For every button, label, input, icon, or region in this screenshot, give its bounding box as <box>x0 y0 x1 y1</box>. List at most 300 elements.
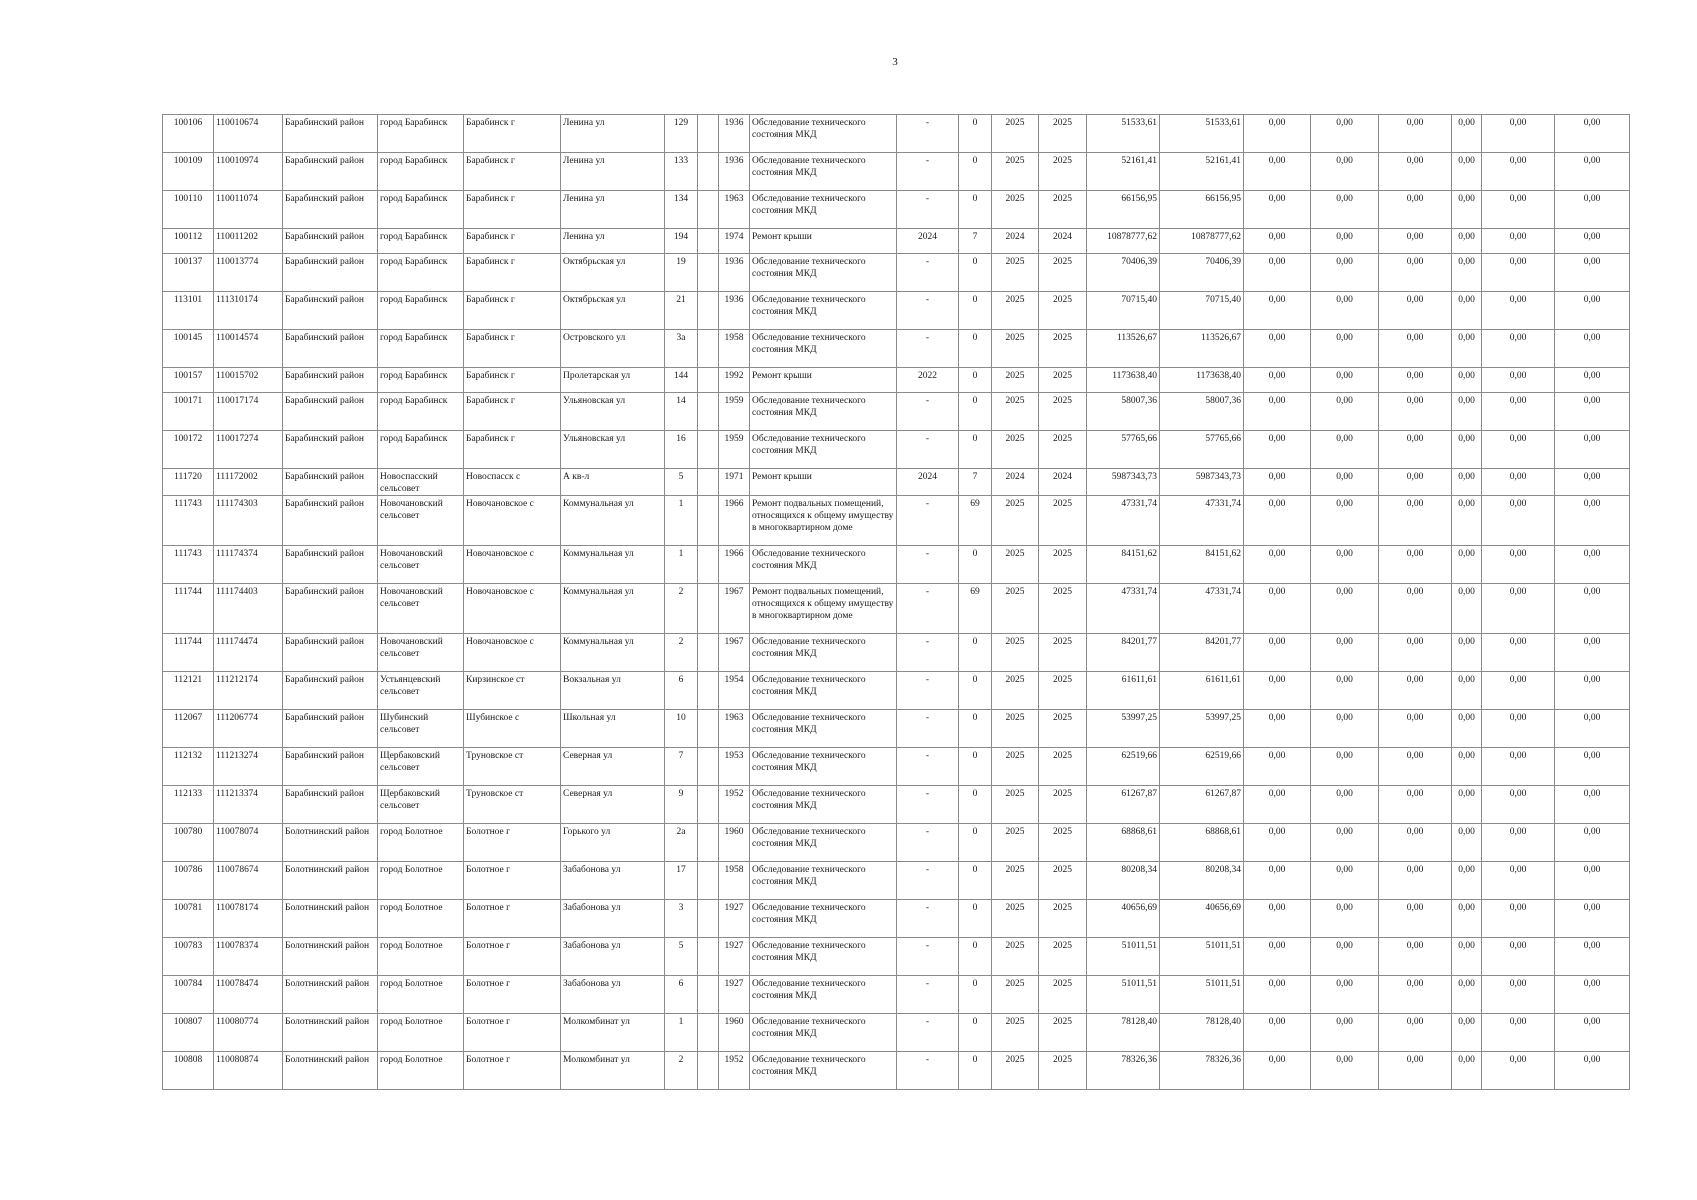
cell-cost-total: 47331,74 <box>1087 584 1160 634</box>
cell-v2: 0,00 <box>1311 584 1379 634</box>
cell-work: Обследование технического состояния МКД <box>750 634 897 672</box>
cell-district: Болотнинский район <box>283 862 378 900</box>
cell-street: Забабонова ул <box>561 862 665 900</box>
cell-code: 110010974 <box>214 153 283 191</box>
cell-v3: 0,00 <box>1379 393 1452 431</box>
cell-v6: 0,00 <box>1555 1052 1630 1090</box>
cell-lifetime: 69 <box>959 496 992 546</box>
cell-code: 111172002 <box>214 469 283 496</box>
cell-house: 133 <box>665 153 698 191</box>
cell-id: 112121 <box>163 672 214 710</box>
cell-cost-fund: 66156,95 <box>1160 191 1244 229</box>
cell-lifetime: 0 <box>959 634 992 672</box>
cell-settlement: Барабинск г <box>464 153 561 191</box>
cell-cost-fund: 78326,36 <box>1160 1052 1244 1090</box>
cell-prev-year: - <box>897 938 959 976</box>
cell-v1: 0,00 <box>1244 1052 1311 1090</box>
cell-lifetime: 0 <box>959 862 992 900</box>
cell-lifetime: 0 <box>959 546 992 584</box>
cell-work: Обследование технического состояния МКД <box>750 393 897 431</box>
cell-v2: 0,00 <box>1311 229 1379 254</box>
cell-v1: 0,00 <box>1244 153 1311 191</box>
cell-v6: 0,00 <box>1555 254 1630 292</box>
cell-municipality: Новоспасский сельсовет <box>378 469 464 496</box>
cell-v2: 0,00 <box>1311 431 1379 469</box>
cell-work: Ремонт подвальных помещений, относящихся к общему имуществу в многоквартирном доме <box>750 584 897 634</box>
cell-code: 110015702 <box>214 368 283 393</box>
cell-street: Ленина ул <box>561 191 665 229</box>
cell-work: Обследование технического состояния МКД <box>750 748 897 786</box>
cell-street: Коммунальная ул <box>561 634 665 672</box>
cell-plan-end: 2025 <box>1039 672 1087 710</box>
cell-house: 1 <box>665 546 698 584</box>
cell-v3: 0,00 <box>1379 115 1452 153</box>
cell-plan-start: 2025 <box>992 786 1039 824</box>
cell-settlement: Барабинск г <box>464 292 561 330</box>
cell-street: Вокзальная ул <box>561 672 665 710</box>
cell-lifetime: 0 <box>959 115 992 153</box>
cell-work: Обследование технического состояния МКД <box>750 900 897 938</box>
cell-plan-start: 2025 <box>992 824 1039 862</box>
cell-extra <box>698 862 719 900</box>
cell-v6: 0,00 <box>1555 862 1630 900</box>
cell-district: Болотнинский район <box>283 824 378 862</box>
cell-street: Ленина ул <box>561 229 665 254</box>
table-row <box>163 824 1630 862</box>
cell-work: Обследование технического состояния МКД <box>750 254 897 292</box>
cell-extra <box>698 153 719 191</box>
cell-v6: 0,00 <box>1555 368 1630 393</box>
cell-plan-start: 2025 <box>992 153 1039 191</box>
cell-v2: 0,00 <box>1311 115 1379 153</box>
cell-work: Ремонт крыши <box>750 229 897 254</box>
cell-plan-start: 2025 <box>992 862 1039 900</box>
cell-district: Барабинский район <box>283 191 378 229</box>
cell-v4: 0,00 <box>1452 786 1482 824</box>
cell-cost-total: 51011,51 <box>1087 976 1160 1014</box>
cell-municipality: город Барабинск <box>378 153 464 191</box>
cell-lifetime: 0 <box>959 1014 992 1052</box>
cell-id: 111744 <box>163 584 214 634</box>
cell-id: 100783 <box>163 938 214 976</box>
cell-v3: 0,00 <box>1379 229 1452 254</box>
cell-v3: 0,00 <box>1379 254 1452 292</box>
cell-v2: 0,00 <box>1311 292 1379 330</box>
cell-v3: 0,00 <box>1379 748 1452 786</box>
cell-extra <box>698 229 719 254</box>
cell-work: Обследование технического состояния МКД <box>750 330 897 368</box>
cell-extra <box>698 672 719 710</box>
cell-plan-end: 2025 <box>1039 431 1087 469</box>
cell-street: Забабонова ул <box>561 938 665 976</box>
cell-lifetime: 0 <box>959 191 992 229</box>
cell-district: Барабинский район <box>283 469 378 496</box>
cell-extra <box>698 710 719 748</box>
cell-v4: 0,00 <box>1452 900 1482 938</box>
cell-year: 1927 <box>719 976 750 1014</box>
cell-house: 3а <box>665 330 698 368</box>
table-row <box>163 584 1630 634</box>
cell-cost-fund: 113526,67 <box>1160 330 1244 368</box>
cell-v5: 0,00 <box>1482 431 1555 469</box>
cell-street: Молкомбинат ул <box>561 1014 665 1052</box>
cell-v5: 0,00 <box>1482 938 1555 976</box>
table-body <box>163 115 1630 1090</box>
cell-cost-fund: 5987343,73 <box>1160 469 1244 496</box>
cell-plan-end: 2025 <box>1039 191 1087 229</box>
cell-plan-start: 2025 <box>992 292 1039 330</box>
cell-lifetime: 7 <box>959 469 992 496</box>
cell-work: Обследование технического состояния МКД <box>750 431 897 469</box>
cell-settlement: Кирзинское ст <box>464 672 561 710</box>
cell-v4: 0,00 <box>1452 368 1482 393</box>
cell-v5: 0,00 <box>1482 900 1555 938</box>
table-row <box>163 900 1630 938</box>
cell-street: Северная ул <box>561 748 665 786</box>
cell-prev-year: - <box>897 254 959 292</box>
cell-v4: 0,00 <box>1452 191 1482 229</box>
cell-v1: 0,00 <box>1244 292 1311 330</box>
cell-code: 110078174 <box>214 900 283 938</box>
cell-code: 111213274 <box>214 748 283 786</box>
cell-plan-end: 2025 <box>1039 1014 1087 1052</box>
cell-v4: 0,00 <box>1452 672 1482 710</box>
cell-house: 144 <box>665 368 698 393</box>
cell-v1: 0,00 <box>1244 330 1311 368</box>
cell-municipality: Новочановский сельсовет <box>378 546 464 584</box>
cell-code: 111212174 <box>214 672 283 710</box>
cell-v3: 0,00 <box>1379 1052 1452 1090</box>
cell-v3: 0,00 <box>1379 330 1452 368</box>
cell-year: 1959 <box>719 393 750 431</box>
cell-v6: 0,00 <box>1555 546 1630 584</box>
cell-plan-end: 2025 <box>1039 938 1087 976</box>
cell-cost-total: 62519,66 <box>1087 748 1160 786</box>
cell-plan-start: 2025 <box>992 900 1039 938</box>
cell-id: 112133 <box>163 786 214 824</box>
cell-district: Барабинский район <box>283 292 378 330</box>
cell-id: 100784 <box>163 976 214 1014</box>
cell-code: 111206774 <box>214 710 283 748</box>
cell-cost-total: 84151,62 <box>1087 546 1160 584</box>
cell-extra <box>698 191 719 229</box>
cell-plan-end: 2025 <box>1039 900 1087 938</box>
cell-lifetime: 0 <box>959 786 992 824</box>
cell-year: 1967 <box>719 584 750 634</box>
cell-year: 1936 <box>719 115 750 153</box>
cell-street: А кв-л <box>561 469 665 496</box>
cell-municipality: город Болотное <box>378 938 464 976</box>
cell-work: Обследование технического состояния МКД <box>750 115 897 153</box>
cell-cost-total: 10878777,62 <box>1087 229 1160 254</box>
cell-v3: 0,00 <box>1379 938 1452 976</box>
cell-year: 1936 <box>719 153 750 191</box>
cell-district: Барабинский район <box>283 546 378 584</box>
cell-lifetime: 0 <box>959 153 992 191</box>
table-row <box>163 862 1630 900</box>
cell-municipality: город Барабинск <box>378 254 464 292</box>
cell-prev-year: - <box>897 292 959 330</box>
cell-v1: 0,00 <box>1244 672 1311 710</box>
cell-v3: 0,00 <box>1379 153 1452 191</box>
cell-municipality: Щербаковский сельсовет <box>378 786 464 824</box>
cell-district: Барабинский район <box>283 584 378 634</box>
cell-prev-year: - <box>897 1052 959 1090</box>
cell-v1: 0,00 <box>1244 368 1311 393</box>
cell-house: 5 <box>665 938 698 976</box>
cell-district: Болотнинский район <box>283 1014 378 1052</box>
cell-v4: 0,00 <box>1452 862 1482 900</box>
cell-prev-year: - <box>897 900 959 938</box>
cell-extra <box>698 496 719 546</box>
cell-v4: 0,00 <box>1452 292 1482 330</box>
cell-extra <box>698 115 719 153</box>
cell-cost-fund: 78128,40 <box>1160 1014 1244 1052</box>
cell-prev-year: - <box>897 115 959 153</box>
cell-v5: 0,00 <box>1482 748 1555 786</box>
cell-district: Барабинский район <box>283 672 378 710</box>
cell-prev-year: - <box>897 191 959 229</box>
cell-street: Ульяновская ул <box>561 393 665 431</box>
cell-v5: 0,00 <box>1482 393 1555 431</box>
cell-prev-year: - <box>897 330 959 368</box>
cell-code: 111213374 <box>214 786 283 824</box>
cell-code: 110014574 <box>214 330 283 368</box>
cell-id: 100157 <box>163 368 214 393</box>
cell-house: 14 <box>665 393 698 431</box>
cell-street: Северная ул <box>561 786 665 824</box>
cell-lifetime: 0 <box>959 431 992 469</box>
cell-prev-year: - <box>897 748 959 786</box>
cell-house: 5 <box>665 469 698 496</box>
cell-v1: 0,00 <box>1244 115 1311 153</box>
cell-street: Забабонова ул <box>561 976 665 1014</box>
cell-v2: 0,00 <box>1311 1052 1379 1090</box>
cell-work: Обследование технического состояния МКД <box>750 1014 897 1052</box>
cell-v5: 0,00 <box>1482 862 1555 900</box>
cell-id: 111720 <box>163 469 214 496</box>
table-row <box>163 710 1630 748</box>
table-row <box>163 748 1630 786</box>
cell-work: Обследование технического состояния МКД <box>750 672 897 710</box>
cell-settlement: Барабинск г <box>464 431 561 469</box>
cell-v3: 0,00 <box>1379 824 1452 862</box>
cell-code: 111310174 <box>214 292 283 330</box>
cell-lifetime: 0 <box>959 368 992 393</box>
cell-v4: 0,00 <box>1452 710 1482 748</box>
cell-street: Забабонова ул <box>561 900 665 938</box>
cell-house: 3 <box>665 900 698 938</box>
cell-cost-total: 52161,41 <box>1087 153 1160 191</box>
cell-prev-year: - <box>897 546 959 584</box>
cell-cost-fund: 70715,40 <box>1160 292 1244 330</box>
cell-plan-end: 2025 <box>1039 292 1087 330</box>
cell-prev-year: - <box>897 584 959 634</box>
cell-code: 111174374 <box>214 546 283 584</box>
cell-v4: 0,00 <box>1452 254 1482 292</box>
cell-year: 1958 <box>719 330 750 368</box>
cell-v3: 0,00 <box>1379 191 1452 229</box>
cell-work: Ремонт подвальных помещений, относящихся к общему имуществу в многоквартирном доме <box>750 496 897 546</box>
cell-cost-fund: 1173638,40 <box>1160 368 1244 393</box>
cell-year: 1960 <box>719 824 750 862</box>
cell-v2: 0,00 <box>1311 254 1379 292</box>
cell-plan-end: 2025 <box>1039 976 1087 1014</box>
cell-v2: 0,00 <box>1311 862 1379 900</box>
cell-v1: 0,00 <box>1244 900 1311 938</box>
cell-id: 100780 <box>163 824 214 862</box>
cell-settlement: Болотное г <box>464 938 561 976</box>
cell-lifetime: 0 <box>959 976 992 1014</box>
cell-plan-start: 2025 <box>992 584 1039 634</box>
cell-plan-start: 2025 <box>992 634 1039 672</box>
table-row <box>163 153 1630 191</box>
cell-extra <box>698 330 719 368</box>
table-row <box>163 191 1630 229</box>
table-row <box>163 786 1630 824</box>
cell-v4: 0,00 <box>1452 584 1482 634</box>
cell-settlement: Болотное г <box>464 900 561 938</box>
cell-lifetime: 69 <box>959 584 992 634</box>
cell-cost-fund: 61267,87 <box>1160 786 1244 824</box>
cell-v2: 0,00 <box>1311 938 1379 976</box>
cell-year: 1974 <box>719 229 750 254</box>
cell-plan-end: 2025 <box>1039 862 1087 900</box>
cell-lifetime: 0 <box>959 824 992 862</box>
cell-house: 1 <box>665 1014 698 1052</box>
cell-v4: 0,00 <box>1452 748 1482 786</box>
cell-municipality: Устьянцевский сельсовет <box>378 672 464 710</box>
cell-v1: 0,00 <box>1244 824 1311 862</box>
cell-settlement: Барабинск г <box>464 191 561 229</box>
table-row <box>163 1052 1630 1090</box>
cell-id: 100807 <box>163 1014 214 1052</box>
cell-id: 100110 <box>163 191 214 229</box>
cell-lifetime: 0 <box>959 393 992 431</box>
cell-settlement: Болотное г <box>464 1052 561 1090</box>
cell-settlement: Барабинск г <box>464 368 561 393</box>
cell-street: Октябрьская ул <box>561 292 665 330</box>
cell-district: Барабинский район <box>283 786 378 824</box>
cell-cost-fund: 52161,41 <box>1160 153 1244 191</box>
cell-cost-fund: 51011,51 <box>1160 976 1244 1014</box>
cell-work: Обследование технического состояния МКД <box>750 786 897 824</box>
table-row <box>163 431 1630 469</box>
cell-plan-end: 2025 <box>1039 748 1087 786</box>
cell-v3: 0,00 <box>1379 672 1452 710</box>
cell-v5: 0,00 <box>1482 546 1555 584</box>
cell-v1: 0,00 <box>1244 254 1311 292</box>
cell-code: 111174303 <box>214 496 283 546</box>
cell-v2: 0,00 <box>1311 368 1379 393</box>
cell-v2: 0,00 <box>1311 672 1379 710</box>
cell-v4: 0,00 <box>1452 546 1482 584</box>
cell-work: Обследование технического состояния МКД <box>750 153 897 191</box>
cell-prev-year: - <box>897 1014 959 1052</box>
cell-v5: 0,00 <box>1482 229 1555 254</box>
cell-prev-year: 2022 <box>897 368 959 393</box>
cell-prev-year: - <box>897 976 959 1014</box>
cell-extra <box>698 824 719 862</box>
cell-v2: 0,00 <box>1311 1014 1379 1052</box>
cell-code: 110011074 <box>214 191 283 229</box>
cell-id: 100145 <box>163 330 214 368</box>
cell-house: 21 <box>665 292 698 330</box>
cell-v4: 0,00 <box>1452 938 1482 976</box>
cell-v5: 0,00 <box>1482 976 1555 1014</box>
cell-extra <box>698 976 719 1014</box>
cell-lifetime: 0 <box>959 938 992 976</box>
cell-v6: 0,00 <box>1555 191 1630 229</box>
table-row <box>163 115 1630 153</box>
cell-v1: 0,00 <box>1244 229 1311 254</box>
cell-cost-fund: 10878777,62 <box>1160 229 1244 254</box>
cell-v2: 0,00 <box>1311 496 1379 546</box>
cell-extra <box>698 292 719 330</box>
cell-v5: 0,00 <box>1482 254 1555 292</box>
cell-code: 111174403 <box>214 584 283 634</box>
cell-year: 1952 <box>719 1052 750 1090</box>
cell-settlement: Барабинск г <box>464 330 561 368</box>
cell-cost-total: 61267,87 <box>1087 786 1160 824</box>
cell-year: 1958 <box>719 862 750 900</box>
cell-extra <box>698 634 719 672</box>
cell-v1: 0,00 <box>1244 976 1311 1014</box>
cell-work: Ремонт крыши <box>750 469 897 496</box>
cell-cost-fund: 40656,69 <box>1160 900 1244 938</box>
cell-plan-end: 2025 <box>1039 546 1087 584</box>
cell-house: 2 <box>665 584 698 634</box>
cell-settlement: Труновское ст <box>464 786 561 824</box>
cell-code: 110017174 <box>214 393 283 431</box>
cell-municipality: город Болотное <box>378 900 464 938</box>
cell-v6: 0,00 <box>1555 824 1630 862</box>
table-row <box>163 254 1630 292</box>
cell-settlement: Болотное г <box>464 862 561 900</box>
cell-prev-year: - <box>897 431 959 469</box>
cell-plan-start: 2025 <box>992 546 1039 584</box>
cell-plan-start: 2025 <box>992 115 1039 153</box>
cell-plan-end: 2025 <box>1039 330 1087 368</box>
cell-municipality: Новочановский сельсовет <box>378 634 464 672</box>
cell-v5: 0,00 <box>1482 115 1555 153</box>
cell-cost-fund: 70406,39 <box>1160 254 1244 292</box>
cell-cost-total: 78128,40 <box>1087 1014 1160 1052</box>
table-row <box>163 546 1630 584</box>
cell-year: 1936 <box>719 254 750 292</box>
cell-v3: 0,00 <box>1379 292 1452 330</box>
cell-v3: 0,00 <box>1379 469 1452 496</box>
cell-v2: 0,00 <box>1311 786 1379 824</box>
cell-year: 1963 <box>719 191 750 229</box>
cell-v2: 0,00 <box>1311 546 1379 584</box>
cell-v3: 0,00 <box>1379 786 1452 824</box>
cell-municipality: город Барабинск <box>378 368 464 393</box>
cell-plan-end: 2025 <box>1039 153 1087 191</box>
cell-settlement: Болотное г <box>464 1014 561 1052</box>
cell-year: 1936 <box>719 292 750 330</box>
cell-settlement: Шубинское с <box>464 710 561 748</box>
cell-v4: 0,00 <box>1452 229 1482 254</box>
cell-district: Барабинский район <box>283 393 378 431</box>
cell-v3: 0,00 <box>1379 368 1452 393</box>
cell-v3: 0,00 <box>1379 584 1452 634</box>
cell-house: 7 <box>665 748 698 786</box>
cell-v6: 0,00 <box>1555 672 1630 710</box>
cell-lifetime: 0 <box>959 748 992 786</box>
table-row <box>163 1014 1630 1052</box>
cell-settlement: Новочановское с <box>464 584 561 634</box>
